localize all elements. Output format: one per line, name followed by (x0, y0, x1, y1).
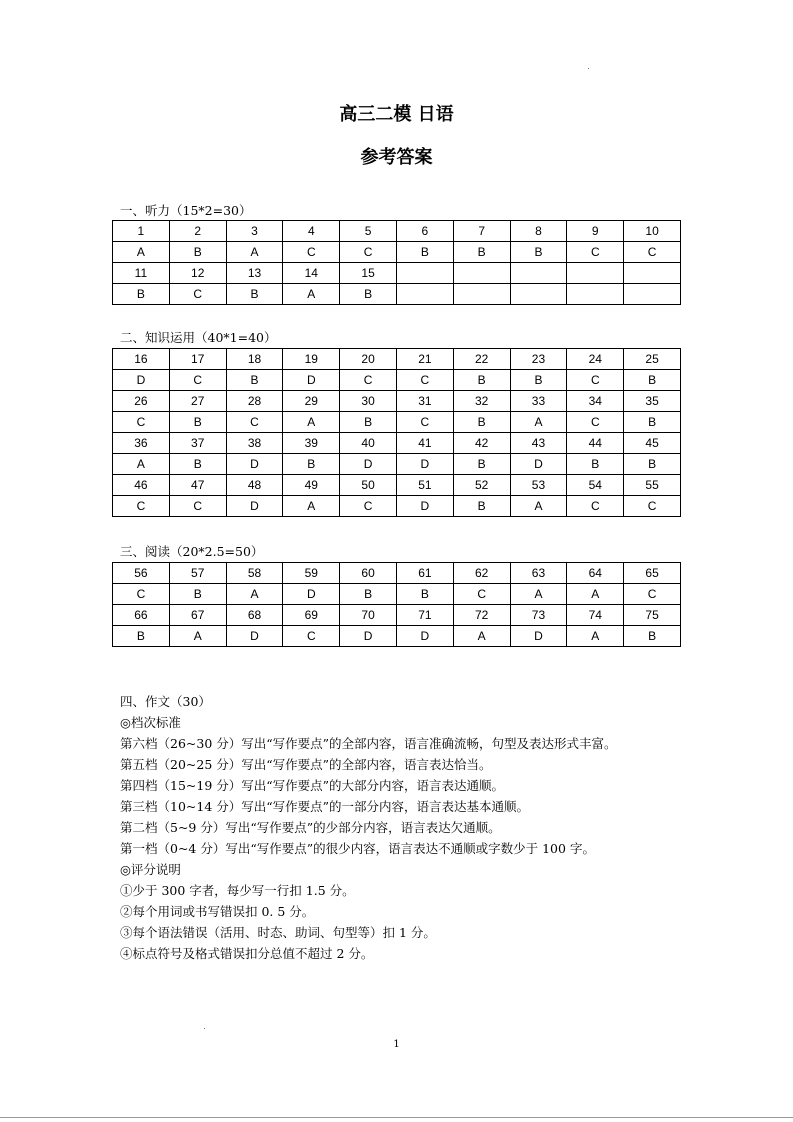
answer-cell: D (396, 496, 453, 517)
listening-answer-table (112, 220, 681, 305)
scoring-rule-4: ④标点符号及格式错误扣分总值不超过 2 分。 (120, 946, 374, 961)
scoring-rule-2: ②每个用词或书写错误扣 0. 5 分。 (120, 904, 315, 919)
answer-cell: B (283, 454, 340, 475)
answer-cell: D (113, 370, 170, 391)
knowledge-answer-table (112, 348, 681, 517)
question-number-cell: 47 (169, 475, 226, 496)
answer-cell: C (624, 496, 681, 517)
question-number-cell: 11 (113, 263, 170, 284)
answer-cell: C (624, 584, 681, 605)
answer-cell: B (169, 412, 226, 433)
question-number-cell: 26 (113, 391, 170, 412)
question-number-cell: 27 (169, 391, 226, 412)
answer-cell: B (453, 412, 510, 433)
answer-cell: C (226, 412, 283, 433)
answer-cell: B (624, 454, 681, 475)
question-number-cell: 23 (510, 349, 567, 370)
question-number-cell: 10 (624, 221, 681, 242)
question-number-cell: 36 (113, 433, 170, 454)
answer-row (113, 242, 681, 263)
question-number-cell: 72 (453, 605, 510, 626)
scoring-notes-title: ◎评分说明 (120, 862, 181, 877)
answer-cell: C (340, 496, 397, 517)
answer-cell: B (169, 584, 226, 605)
grading-standard-title: ◎档次标准 (120, 715, 181, 730)
answer-cell: A (113, 242, 170, 263)
question-number-cell: 60 (340, 563, 397, 584)
page-bottom-rule (0, 1117, 793, 1118)
answer-cell: C (567, 370, 624, 391)
answer-cell: B (396, 242, 453, 263)
question-number-cell: 62 (453, 563, 510, 584)
grade-level-1: 第一档（0~4 分）写出“写作要点”的很少内容，语言表达不通顺或字数少于 100 字。 (120, 841, 595, 856)
question-number-cell: 53 (510, 475, 567, 496)
question-number-cell: 14 (283, 263, 340, 284)
question-number-cell: 70 (340, 605, 397, 626)
answer-cell: B (340, 412, 397, 433)
answer-cell: A (567, 584, 624, 605)
answer-cell: B (396, 584, 453, 605)
answer-cell: B (169, 242, 226, 263)
answer-cell: B (340, 584, 397, 605)
answer-cell: D (226, 626, 283, 647)
answer-cell: C (396, 370, 453, 391)
scoring-rule-3: ③每个语法错误（活用、时态、助词、句型等）扣 1 分。 (120, 925, 436, 940)
answer-cell: A (226, 584, 283, 605)
grade-level-5: 第五档（20~25 分）写出“写作要点”的全部内容，语言表达恰当。 (120, 757, 492, 772)
answer-cell: A (283, 496, 340, 517)
question-number-cell: 37 (169, 433, 226, 454)
question-number-cell: 65 (624, 563, 681, 584)
page-subtitle: 参考答案 (360, 147, 433, 168)
question-number-row (113, 391, 681, 412)
answer-cell: C (624, 242, 681, 263)
question-number-cell: 55 (624, 475, 681, 496)
question-number-cell: 15 (340, 263, 397, 284)
answer-cell: B (113, 626, 170, 647)
answer-cell: A (113, 454, 170, 475)
answer-cell: D (396, 454, 453, 475)
question-number-row (113, 263, 681, 284)
question-number-row (113, 349, 681, 370)
question-number-cell: 71 (396, 605, 453, 626)
answer-cell: D (283, 370, 340, 391)
question-number-cell: 38 (226, 433, 283, 454)
grade-level-3: 第三档（10~14 分）写出“写作要点”的一部分内容，语言表达基本通顺。 (120, 799, 530, 814)
answer-cell (624, 284, 681, 305)
question-number-cell: 41 (396, 433, 453, 454)
question-number-cell: 40 (340, 433, 397, 454)
scoring-rule-1: ①少于 300 字者，每少写一行扣 1.5 分。 (120, 883, 355, 898)
question-number-cell: 13 (226, 263, 283, 284)
answer-cell: C (169, 370, 226, 391)
question-number-cell: 35 (624, 391, 681, 412)
question-number-cell: 18 (226, 349, 283, 370)
question-number-cell: 43 (510, 433, 567, 454)
answer-row (113, 412, 681, 433)
answer-cell: C (113, 496, 170, 517)
question-number-cell: 25 (624, 349, 681, 370)
question-number-cell: 30 (340, 391, 397, 412)
question-number-cell: 16 (113, 349, 170, 370)
question-number-cell: 52 (453, 475, 510, 496)
knowledge-section-label: 二、知识运用（40*1=40） (120, 330, 277, 345)
question-number-cell: 63 (510, 563, 567, 584)
grade-level-6: 第六档（26~30 分）写出“写作要点”的全部内容，语言准确流畅，句型及表达形式丰富。 (120, 736, 617, 751)
question-number-cell: 50 (340, 475, 397, 496)
answer-cell: A (169, 626, 226, 647)
question-number-cell: 45 (624, 433, 681, 454)
answer-cell: C (113, 412, 170, 433)
question-number-row (113, 475, 681, 496)
answer-cell: A (283, 412, 340, 433)
page-title: 高三二模 日语 (339, 104, 454, 125)
question-number-cell: 46 (113, 475, 170, 496)
answer-cell: B (510, 242, 567, 263)
question-number-cell: 3 (226, 221, 283, 242)
essay-section-label: 四、作文（30） (120, 694, 211, 709)
question-number-cell: 34 (567, 391, 624, 412)
question-number-cell: 58 (226, 563, 283, 584)
answer-row (113, 284, 681, 305)
answer-cell: B (169, 454, 226, 475)
question-number-cell: 29 (283, 391, 340, 412)
answer-cell: A (510, 496, 567, 517)
question-number-cell: 48 (226, 475, 283, 496)
question-number-cell: 21 (396, 349, 453, 370)
answer-cell: A (567, 626, 624, 647)
question-number-row (113, 433, 681, 454)
answer-cell: B (340, 284, 397, 305)
answer-cell: D (510, 626, 567, 647)
grade-level-2: 第二档（5~9 分）写出“写作要点”的少部分内容，语言表达欠通顺。 (120, 820, 501, 835)
answer-cell: C (113, 584, 170, 605)
answer-row (113, 454, 681, 475)
answer-cell: B (113, 284, 170, 305)
question-number-cell (624, 263, 681, 284)
question-number-cell: 66 (113, 605, 170, 626)
question-number-cell: 67 (169, 605, 226, 626)
question-number-cell: 59 (283, 563, 340, 584)
answer-cell: C (567, 496, 624, 517)
answer-cell: B (453, 242, 510, 263)
question-number-cell: 31 (396, 391, 453, 412)
answer-row (113, 584, 681, 605)
question-number-row (113, 563, 681, 584)
answer-cell: C (169, 496, 226, 517)
reading-answer-table (112, 562, 681, 647)
answer-cell: C (340, 242, 397, 263)
answer-cell: B (226, 284, 283, 305)
answer-cell (510, 284, 567, 305)
answer-cell: B (226, 370, 283, 391)
question-number-cell: 24 (567, 349, 624, 370)
answer-row (113, 370, 681, 391)
question-number-cell: 4 (283, 221, 340, 242)
answer-cell: A (283, 284, 340, 305)
question-number-cell: 75 (624, 605, 681, 626)
answer-cell: C (567, 412, 624, 433)
question-number-cell: 20 (340, 349, 397, 370)
answer-cell: B (624, 370, 681, 391)
answer-cell: B (624, 412, 681, 433)
question-number-cell: 42 (453, 433, 510, 454)
answer-cell: B (624, 626, 681, 647)
answer-cell: B (453, 370, 510, 391)
question-number-row (113, 605, 681, 626)
answer-cell: A (510, 584, 567, 605)
question-number-cell (453, 263, 510, 284)
question-number-cell: 28 (226, 391, 283, 412)
question-number-cell: 1 (113, 221, 170, 242)
question-number-cell: 12 (169, 263, 226, 284)
question-number-cell (396, 263, 453, 284)
scan-speck (204, 1028, 205, 1029)
question-number-cell: 74 (567, 605, 624, 626)
answer-cell: D (396, 626, 453, 647)
question-number-cell: 17 (169, 349, 226, 370)
answer-cell: B (510, 370, 567, 391)
reading-section-label: 三、阅读（20*2.5=50） (120, 544, 264, 559)
question-number-cell: 64 (567, 563, 624, 584)
question-number-cell: 49 (283, 475, 340, 496)
answer-cell: C (396, 412, 453, 433)
question-number-cell: 32 (453, 391, 510, 412)
question-number-row (113, 221, 681, 242)
answer-cell: C (567, 242, 624, 263)
answer-cell: C (340, 370, 397, 391)
answer-cell: B (453, 454, 510, 475)
page-number: 1 (393, 1039, 400, 1050)
question-number-cell: 56 (113, 563, 170, 584)
answer-row (113, 626, 681, 647)
question-number-cell: 57 (169, 563, 226, 584)
listening-section-label: 一、听力（15*2=30） (120, 203, 252, 218)
question-number-cell: 69 (283, 605, 340, 626)
question-number-cell: 6 (396, 221, 453, 242)
answer-cell: A (226, 242, 283, 263)
question-number-cell: 22 (453, 349, 510, 370)
answer-cell: D (510, 454, 567, 475)
answer-cell: D (340, 454, 397, 475)
answer-cell: D (226, 496, 283, 517)
question-number-cell: 54 (567, 475, 624, 496)
answer-cell: B (453, 496, 510, 517)
answer-cell: D (340, 626, 397, 647)
question-number-cell: 2 (169, 221, 226, 242)
question-number-cell: 44 (567, 433, 624, 454)
question-number-cell: 7 (453, 221, 510, 242)
answer-cell: A (453, 626, 510, 647)
answer-cell: C (169, 284, 226, 305)
question-number-cell: 33 (510, 391, 567, 412)
answer-row (113, 496, 681, 517)
answer-cell: C (453, 584, 510, 605)
answer-cell: C (283, 242, 340, 263)
answer-cell (453, 284, 510, 305)
essay-section (120, 691, 617, 964)
answer-cell: A (510, 412, 567, 433)
answer-cell (396, 284, 453, 305)
question-number-cell (567, 263, 624, 284)
question-number-cell: 19 (283, 349, 340, 370)
answer-cell: C (283, 626, 340, 647)
question-number-cell: 39 (283, 433, 340, 454)
question-number-cell: 51 (396, 475, 453, 496)
answer-cell: D (283, 584, 340, 605)
question-number-cell (510, 263, 567, 284)
answer-cell (567, 284, 624, 305)
question-number-cell: 9 (567, 221, 624, 242)
answer-cell: D (226, 454, 283, 475)
question-number-cell: 68 (226, 605, 283, 626)
question-number-cell: 5 (340, 221, 397, 242)
question-number-cell: 73 (510, 605, 567, 626)
scan-speck (588, 68, 589, 69)
grade-level-4: 第四档（15~19 分）写出“写作要点”的大部分内容，语言表达通顺。 (120, 778, 505, 793)
question-number-cell: 8 (510, 221, 567, 242)
question-number-cell: 61 (396, 563, 453, 584)
answer-cell: B (567, 454, 624, 475)
